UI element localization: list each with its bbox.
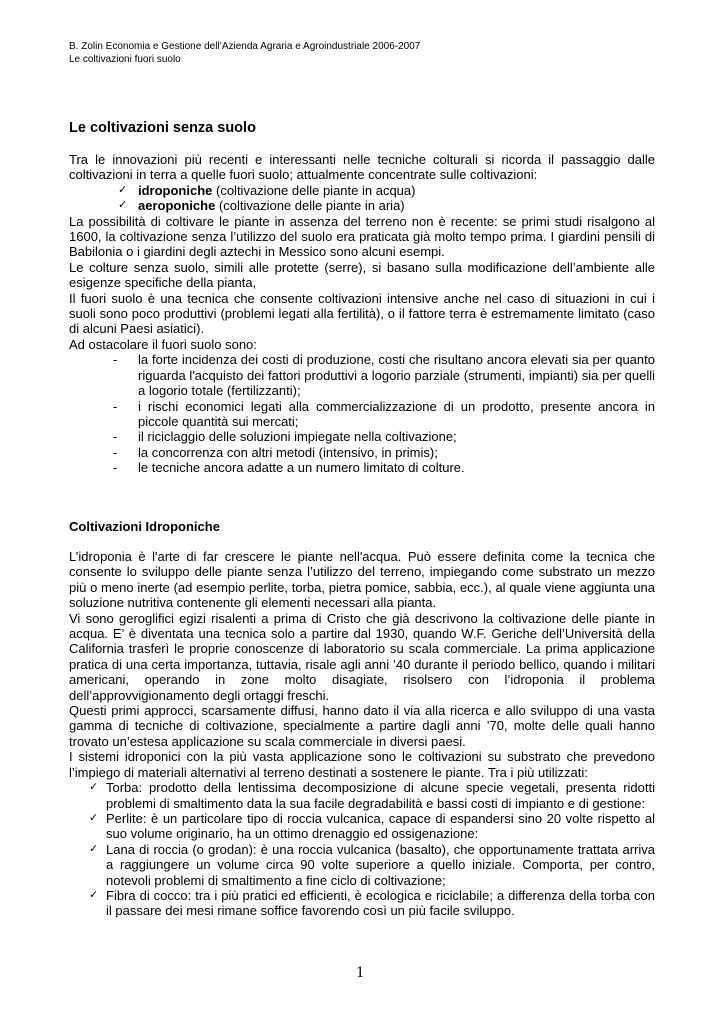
list-item xyxy=(69,445,655,460)
substrates-list xyxy=(89,780,655,919)
header-line-2: Le coltivazioni fuori suolo xyxy=(69,54,181,65)
type-desc: (coltivazione delle piante in acqua) xyxy=(212,182,416,198)
list-item xyxy=(69,183,655,198)
cultivation-types-list xyxy=(69,183,655,214)
type-desc: (coltivazione delle piante in aria) xyxy=(215,198,405,214)
paragraph: I sistemi idroponici con la più vasta applicazione sono le coltivazioni su substrato che prevedono l’impiego di materiali alternativi al terreno destinati a sostenere le piante. Tra i più utilizzati: xyxy=(69,749,655,780)
type-term: aeroponiche xyxy=(138,198,216,214)
running-header xyxy=(69,40,420,66)
list-item xyxy=(69,198,655,213)
paragraph: L’idroponia è l'arte di far crescere le piante nell'acqua. Può essere definita come la tecnica che consente lo sviluppo delle piante senza l’utilizzo del terreno, impiegando come substrato un mezzo più o meno inerte (ad esempio perlite, torba, pietra pomice, sabbia, ecc.), al quale viene aggiunta una soluzione nutritiva contenente gli elementi necessari alla pianta. xyxy=(69,549,655,611)
checkmark-icon: ✓ xyxy=(118,183,128,196)
list-item-text: le tecniche ancora adatte a un numero limitato di colture. xyxy=(138,460,465,476)
checkmark-icon: ✓ xyxy=(89,811,99,824)
section-body-idroponiche xyxy=(69,549,655,919)
list-item-text: Fibra di cocco: tra i più pratici ed efficienti, è ecologica e riciclabile; a differenza della torba con il passare dei mesi rimane soffice favorendo così un più facile sviluppo. xyxy=(106,887,655,919)
obstacles-list xyxy=(69,352,655,475)
paragraph: Ad ostacolare il fuori suolo sono: xyxy=(69,336,257,352)
list-item xyxy=(89,811,655,842)
list-item xyxy=(89,888,655,919)
header-line-1: B. Zolin Economia e Gestione dell’Azienda Agraria e Agroindustriale 2006-2007 xyxy=(69,41,421,52)
dash-bullet: - xyxy=(113,398,118,414)
list-item-text: i rischi economici legati alla commercializzazione di un prodotto, presente ancora in piccole quantità sui mercati; xyxy=(138,398,655,429)
paragraph: La possibilità di coltivare le piante in assenza del terreno non è recente: se primi studi risalgono al 1600, la coltivazione senza l’utilizzo del suolo era praticata già molto tempo prima. I giardini pensili di Babilonia o i giardini degli aztechi in Messico sono alcuni esempi. xyxy=(69,213,655,260)
section-body-senza-suolo xyxy=(69,152,655,476)
paragraph: Questi primi approcci, scarsamente diffusi, hanno dato il via alla ricerca e allo sviluppo di una vasta gamma di tecniche di coltivazione, specialmente a partire dagli anni ’70, molte delle quali hanno trovato un’estesa applicazione su scala commerciale in diversi paesi. xyxy=(69,703,655,749)
list-item-text: la concorrenza con altri metodi (intensivo, in primis); xyxy=(138,444,438,460)
section-title-idroponiche: Coltivazioni Idroponiche xyxy=(69,519,220,534)
paragraph: Le colture senza suolo, simili alle protette (serre), si basano sulla modificazione dell’ambiente alle esigenze specifiche della pianta, xyxy=(69,259,655,291)
dash-bullet: - xyxy=(113,352,118,368)
paragraph: Il fuori suolo è una tecnica che consente coltivazioni intensive anche nel caso di situazioni in cui i suoli sono poco produttivi (problemi legati alla fertilità), o il fattore terra è estremamente limitato (caso di alcuni Paesi asiatici). xyxy=(69,290,655,337)
list-item-text: la forte incidenza dei costi di produzione, costi che risultano ancora elevati sia per quanto riguarda l'acquisto dei fattori produttivi a logorio parziale (strumenti, impianti) sia per quelli a logorio totale (fertilizzanti); xyxy=(138,352,655,399)
list-item-text: Torba: prodotto della lentissima decomposizione di alcune specie vegetali, presenta ridotti problemi di smaltimento data la sua facile degradabilità e bassi costi di impianto e di gestione: xyxy=(106,780,655,811)
checkmark-icon: ✓ xyxy=(89,781,99,794)
list-item-text: Lana di roccia (o grodan): è una roccia vulcanica (basalto), che opportunamente trattata arriva a raggiungere un volume circa 90 volte superiore a quello iniziale. Comporta, per contro, notevoli problemi di smaltimento a fine ciclo di coltivazione; xyxy=(106,841,655,888)
list-item-text: Perlite: è un particolare tipo di roccia vulcanica, capace di espandersi sino 20 volte rispetto al suo volume originario, ha un ottimo drenaggio ed ossigenazione: xyxy=(106,810,655,842)
list-item xyxy=(89,842,655,888)
list-item-text: il riciclaggio delle soluzioni impiegate nella coltivazione; xyxy=(138,429,457,445)
type-term: idroponiche xyxy=(138,182,213,198)
dash-bullet: - xyxy=(113,429,118,445)
dash-bullet: - xyxy=(113,444,118,460)
section-title-senza-suolo: Le coltivazioni senza suolo xyxy=(69,120,256,136)
list-item xyxy=(69,429,655,444)
list-item xyxy=(69,399,655,430)
dash-bullet: - xyxy=(113,460,118,476)
paragraph: Vi sono geroglifici egizi risalenti a prima di Cristo che già descrivono la coltivazione delle piante in acqua. E’ è diventata una tecnica solo a partire dal 1930, quando W.F. Geriche dell’Università della California trasferì le proprie conoscenze di laboratorio su scala commerciale. La prima applicazione pratica di una certa importanza, tuttavia, risale agli anni ’40 durante il periodo bellico, quando i militari americani, operando in zone molto disagiate, risolsero con l’idroponia il problema dell’approvvigionamento degli ortaggi freschi. xyxy=(69,610,655,703)
list-item xyxy=(69,352,655,398)
checkmark-icon: ✓ xyxy=(89,842,99,855)
list-item xyxy=(89,780,655,811)
intro-paragraph: Tra le innovazioni più recenti e interessanti nelle tecniche colturali si ricorda il passaggio dalle coltivazioni in terra a quelle fuori suolo; attualmente concentrate sulle coltivazioni: xyxy=(69,152,655,183)
checkmark-icon: ✓ xyxy=(89,888,99,901)
page-number: 1 xyxy=(356,964,364,981)
list-item xyxy=(69,460,655,475)
checkmark-icon: ✓ xyxy=(118,199,128,212)
